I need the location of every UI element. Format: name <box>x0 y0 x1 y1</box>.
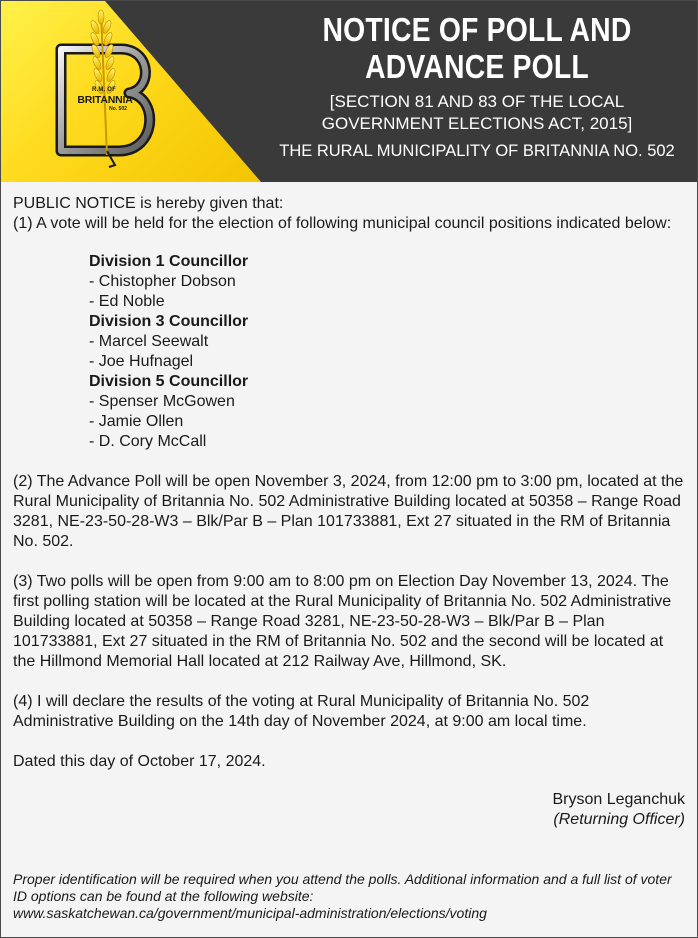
notice-title <box>296 11 657 85</box>
dated-line: Dated this day of October 17, 2024. <box>13 753 266 770</box>
division-1-title: Division 1 Councillor <box>89 253 249 270</box>
advance-poll-paragraph: (2) The Advance Poll will be open November 3, 2024, from 12:00 pm to 3:00 pm, located at the Rural Municipality of Britannia No. 502 Administrative Building located at 50358 – Range Road 3281, NE-23-50-28-W3 – Blk/Par B – Plan 101733881, Ext 27 situated in the RM of Britannia No. 502. <box>13 473 684 550</box>
division-3-title: Division 3 Councillor <box>89 313 249 330</box>
logo-text-rm-of: R.M. OF <box>91 87 117 93</box>
notice-title-line1: NOTICE OF POLL AND <box>322 11 632 48</box>
candidate: - Joe Hufnagel <box>89 353 194 370</box>
footer-note <box>13 871 689 922</box>
signature-block <box>13 790 689 830</box>
candidate: - Marcel Seewalt <box>89 333 209 350</box>
id-requirement-note: Proper identification will be required when you attend the polls. Additional information and a full list of voter ID options can be found at the following website: <box>13 871 672 904</box>
division-5-title: Division 5 Councillor <box>89 373 249 390</box>
municipality-name: THE RURAL MUNICIPALITY OF BRITANNIA NO. 502 <box>279 142 675 160</box>
candidate: - D. Cory McCall <box>89 433 207 450</box>
candidate: - Spenser McGowen <box>89 393 235 410</box>
logo-text-britannia: BRITANNIA <box>77 94 133 106</box>
signatory-name: Bryson Leganchuk <box>552 791 685 808</box>
notice-title-line2: ADVANCE POLL <box>365 48 589 85</box>
signatory-role: (Returning Officer) <box>553 811 685 828</box>
section-reference-line1: [SECTION 81 AND 83 OF THE LOCAL <box>329 92 625 111</box>
candidate: - Chistopher Dobson <box>89 273 236 290</box>
division-3 <box>89 312 689 372</box>
division-5 <box>89 372 689 452</box>
voting-info-url: www.saskatchewan.ca/government/municipal-administration/elections/voting <box>13 905 487 921</box>
intro-line: PUBLIC NOTICE is hereby given that: <box>13 195 284 212</box>
candidate: - Ed Noble <box>89 293 165 310</box>
vote-statement: (1) A vote will be held for the election of following municipal council positions indicated below: <box>13 215 672 232</box>
notice-body <box>13 194 689 830</box>
logo-text-number: No. 502 <box>109 106 127 112</box>
results-paragraph: (4) I will declare the results of the voting at Rural Municipality of Britannia No. 502 Administrative Building on the 14th day of November 2024, at 9:00 am local time. <box>13 693 590 730</box>
candidate: - Jamie Ollen <box>89 413 184 430</box>
section-reference-line2: GOVERNMENT ELECTIONS ACT, 2015] <box>321 114 633 133</box>
division-1 <box>89 252 689 312</box>
candidate-list <box>13 252 689 452</box>
section-reference <box>267 91 687 135</box>
header-banner <box>1 1 697 182</box>
election-day-paragraph: (3) Two polls will be open from 9:00 am to 8:00 pm on Election Day November 13, 2024. The first polling station will be located at the Rural Municipality of Britannia No. 502 Administrative Building located at 50358 – Range Road 3281, NE-23-50-28-W3 – Blk/Par B – Plan 101733881, Ext 27 situated in the RM of Britannia No. 502 and the second will be located at the Hillmond Memorial Hall located at 212 Railway Ave, Hillmond, SK. <box>13 573 672 670</box>
